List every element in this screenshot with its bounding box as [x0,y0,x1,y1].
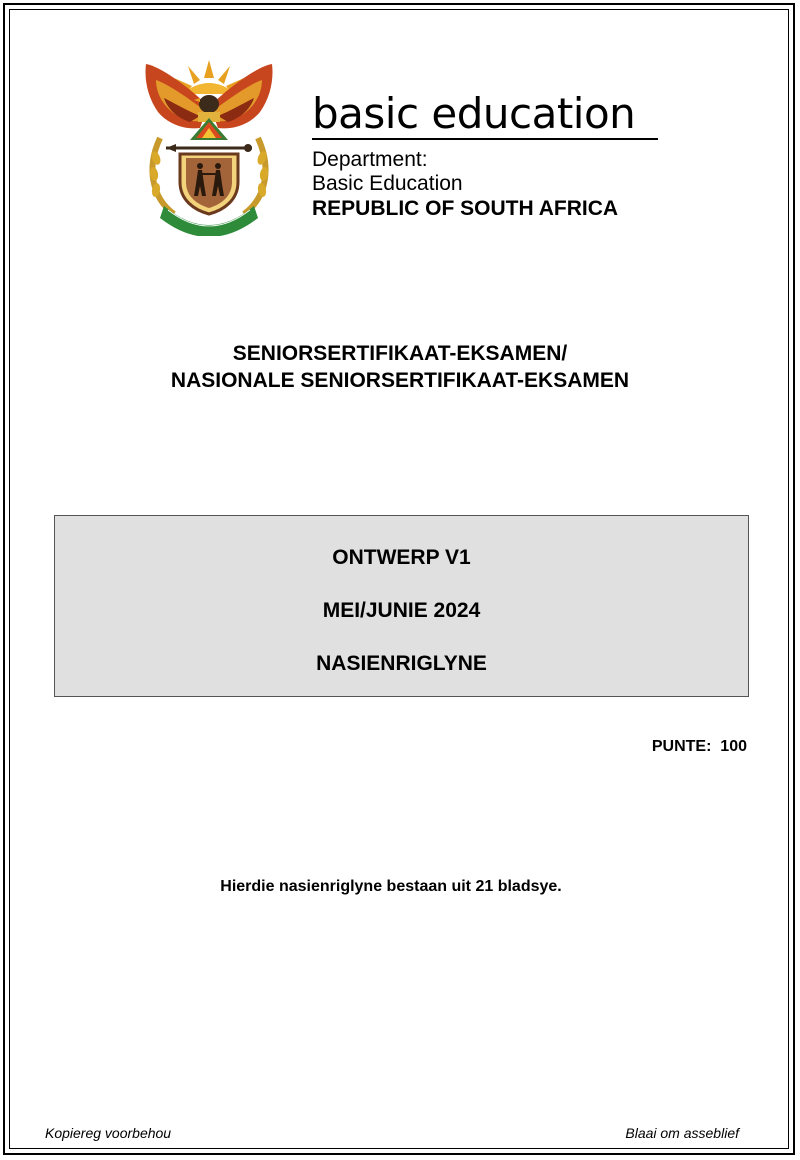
department-brand [312,90,662,222]
brand-divider [312,138,658,140]
total-marks: PUNTE: 100 [651,738,747,755]
copyright-note: Kopiereg voorbehou [45,1125,172,1141]
exam-title-line-2: NASIONALE SENIORSERTIFIKAAT-EKSAMEN [170,369,630,392]
exam-title-line-1: SENIORSERTIFIKAAT-EKSAMEN/ [232,342,568,365]
subject-title: ONTWERP V1 [332,546,471,569]
coat-of-arms-icon [138,58,280,236]
exam-title [0,340,800,394]
document-type: NASIENRIGLYNE [316,652,487,675]
department-label: Department: [312,148,428,171]
paper-title-box [54,515,749,697]
page-count-note: Hierdie nasienriglyne bestaan uit 21 bladsye. [220,878,562,895]
country-name: REPUBLIC OF SOUTH AFRICA [312,197,619,220]
exam-session: MEI/JUNIE 2024 [322,599,481,622]
brand-title: basic education [312,89,636,138]
department-name: Basic Education [312,172,463,195]
turn-page-note: Blaai om asseblief [625,1125,739,1141]
